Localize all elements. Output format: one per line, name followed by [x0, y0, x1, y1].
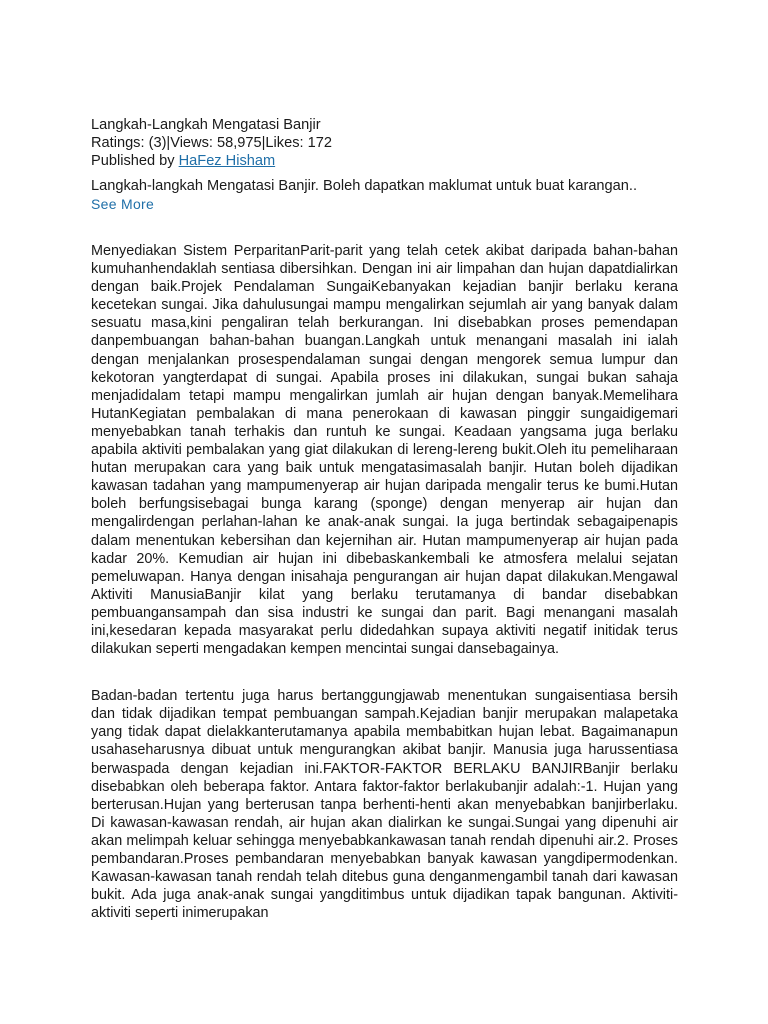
published-by-label: Published by	[91, 153, 179, 169]
document-summary: Langkah-langkah Mengatasi Banjir. Boleh dapatkan maklumat untuk buat karangan..	[91, 178, 638, 194]
body-paragraph: Badan-badan tertentu juga harus bertanggungjawab menentukan sungaisentiasa bersih dan tidak dijadikan tempat pembuangan sampah.Kejadian banjir merupakan malapetaka yang tidak dapat dielakkanterutamanya apabila membabitkan hujan lebat. Bagaimanapun usahaseharusnya dibuat untuk mengurangkan akibat banjir. Manusia juga harussentiasa berwaspada dengan kejadian ini.FAKTOR-FAKTOR BERLAKU BANJIRBanjir berlaku disebabkan oleh beberapa faktor. Antara faktor-faktor berlakubanjir adalah:-1. Hujan yang berterusan.Hujan yang berterusan tanpa berhenti-henti akan menyebabkan banjirberlaku. Di kawasan-kawasan rendah, air hujan akan dialirkan ke sungai.Sungai yang dipenuhi air akan melimpah keluar sehingga menyebabkankawasan tanah rendah dipenuhi air.2. Proses pembandaran.Proses pembandaran menyebabkan banyak kawasan yangdipermodenkan. Kawasan-kawasan tanah rendah telah ditebus guna denganmengambil tanah dari kawasan bukit. Ada juga anak-anak sungai yangditimbus untuk dijadikan tapak bangunan. Aktiviti-aktiviti seperti inimerupakan	[91, 688, 678, 922]
document-title: Langkah-Langkah Mengatasi Banjir	[91, 117, 321, 133]
document-page	[91, 116, 678, 922]
document-stats: Ratings: (3)|Views: 58,975|Likes: 172	[91, 135, 332, 151]
see-more-link[interactable]: See More	[91, 196, 155, 212]
published-by-line	[91, 152, 678, 170]
author-link[interactable]: HaFez Hisham	[178, 153, 276, 169]
body-paragraph: Menyediakan Sistem PerparitanParit-parit yang telah cetek akibat daripada bahan-bahan kumuhanhendaklah sentiasa dibersihkan. Dengan ini air limpahan dan hujan dapatdialirkan dengan baik.Projek Pendalaman SungaiKebanyakan kejadian banjir berlaku kerana kecetekan sungai. Jika dahulusungai mampu mengalirkan sejumlah air yang banyak dalam sesuatu masa,kini pengaliran telah berkurangan. Ini disebabkan proses pemendapan danpembuangan bahan-bahan buangan.Langkah untuk menangani masalah ini ialah dengan menjalankan prosespendalaman sungai dengan mengorek semua lumpur dan kekotoran yangterdapat di sungai. Apabila proses ini dilakukan, sungai bukan sahaja menjadidalam tetapi mampu mengalirkan jumlah air hujan dengan banyak.Memelihara HutanKegiatan pembalakan di mana penerokaan di kawasan pinggir sungaidigemari menyebabkan tanah terhakis dan runtuh ke sungai. Keadaan yangsama juga berlaku apabila aktiviti pembalakan yang giat dilakukan di lereng-lereng bukit.Oleh itu pemeliharaan hutan merupakan cara yang baik untuk mengatasimasalah banjir. Hutan boleh dijadikan kawasan tadahan yang mampumenyerap air hujan daripada mengalir terus ke bumi.Hutan boleh berfungsisebagai bunga karang (sponge) dengan menyerap air hujan dan mengalirdengan perlahan-lahan ke anak-anak sungai. Ia juga bertindak sebagaipenapis dalam menentukan kebersihan dan kejernihan air. Hutan mampumenyerap air hujan pada kadar 20%. Kemudian air hujan ini dibebaskankembali ke atmosfera melalui sejatan pemeluwapan. Hanya dengan inisahaja pengurangan air hujan dapat dilakukan.Mengawal Aktiviti ManusiaBanjir kilat yang berlaku terutamanya di bandar disebabkan pembuangansampah dan sisa industri ke sungai dan parit. Bagi menangani masalah ini,kesedaran kepada masyarakat perlu didedahkan supaya aktiviti negatif initidak terus dilakukan seperti mengadakan kempen mencintai sungai dansebagainya.	[91, 243, 678, 658]
